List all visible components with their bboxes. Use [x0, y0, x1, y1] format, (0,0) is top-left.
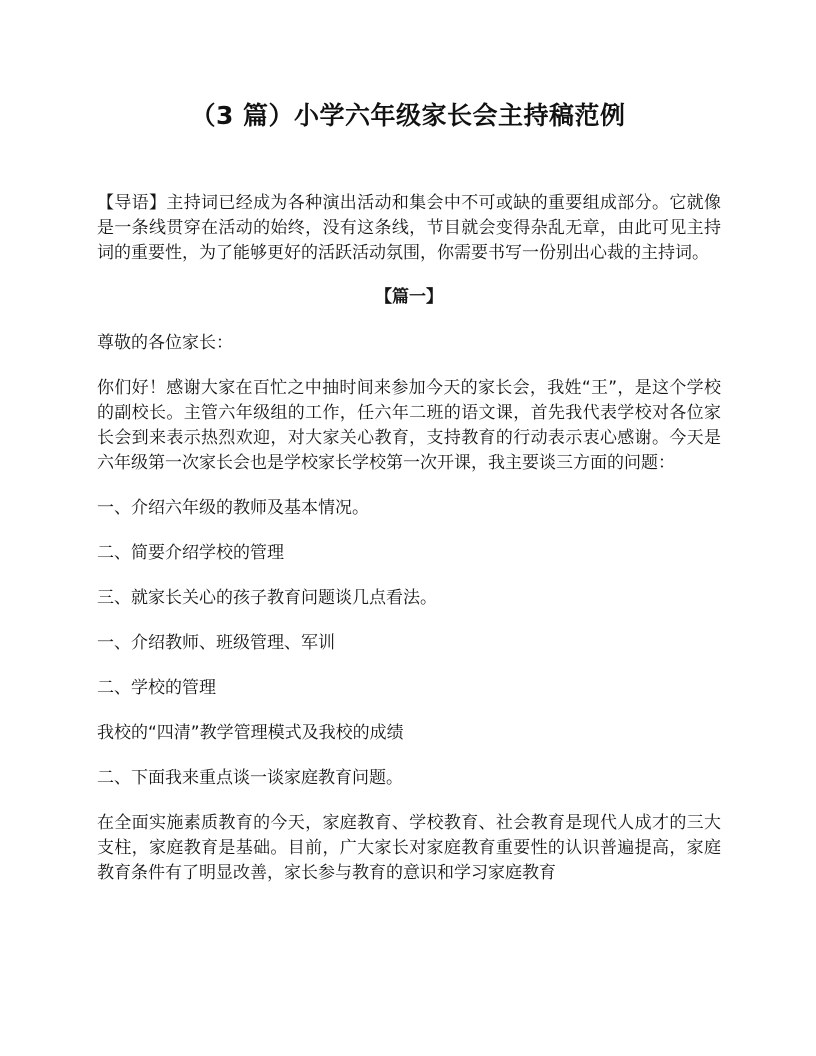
- agenda-item-1: 一、介绍六年级的教师及基本情况。: [97, 498, 369, 518]
- section-heading: 【篇一】: [375, 287, 443, 307]
- salutation: 尊敬的各位家长：: [97, 333, 233, 353]
- family-education-paragraph: 在全面实施素质教育的今天，家庭教育、学校教育、社会教育是现代人成才的三大支柱，家庭教育是基础。目前，广大家长对家庭教育重要性的认识普遍提高，家庭教育条件有了明显改善，家长参与教育的意识和学习家庭教育: [97, 813, 721, 883]
- document-body: [97, 191, 721, 906]
- subheading-teachers: 一、介绍教师、班级管理、军训: [97, 633, 335, 653]
- subheading-management: 二、学校的管理: [97, 678, 216, 698]
- intro-paragraph: 【导语】主持词已经成为各种演出活动和集会中不可或缺的重要组成部分。它就像是一条线贯穿在活动的始终，没有这条线，节目就会变得杂乱无章，由此可见主持词的重要性，为了能够更好的活跃活动氛围，你需要书写一份别出心裁的主持词。: [97, 193, 721, 263]
- subheading-family-education: 二、下面我来重点谈一谈家庭教育问题。: [97, 768, 403, 788]
- agenda-item-2: 二、简要介绍学校的管理: [97, 543, 284, 563]
- document-title: （3 篇）小学六年级家长会主持稿范例: [190, 101, 626, 130]
- management-model: 我校的“四清”教学管理模式及我校的成绩: [97, 723, 404, 743]
- greeting-paragraph: 你们好！感谢大家在百忙之中抽时间来参加今天的家长会，我姓“王”，是这个学校的副校长。主管六年级组的工作，任六年二班的语文课，首先我代表学校对各位家长会到来表示热烈欢迎，对大家关心教育，支持教育的行动表示衷心感谢。今天是六年级第一次家长会也是学校家长学校第一次开课，我主要谈三方面的问题：: [97, 378, 721, 473]
- agenda-item-3: 三、就家长关心的孩子教育问题谈几点看法。: [97, 588, 437, 608]
